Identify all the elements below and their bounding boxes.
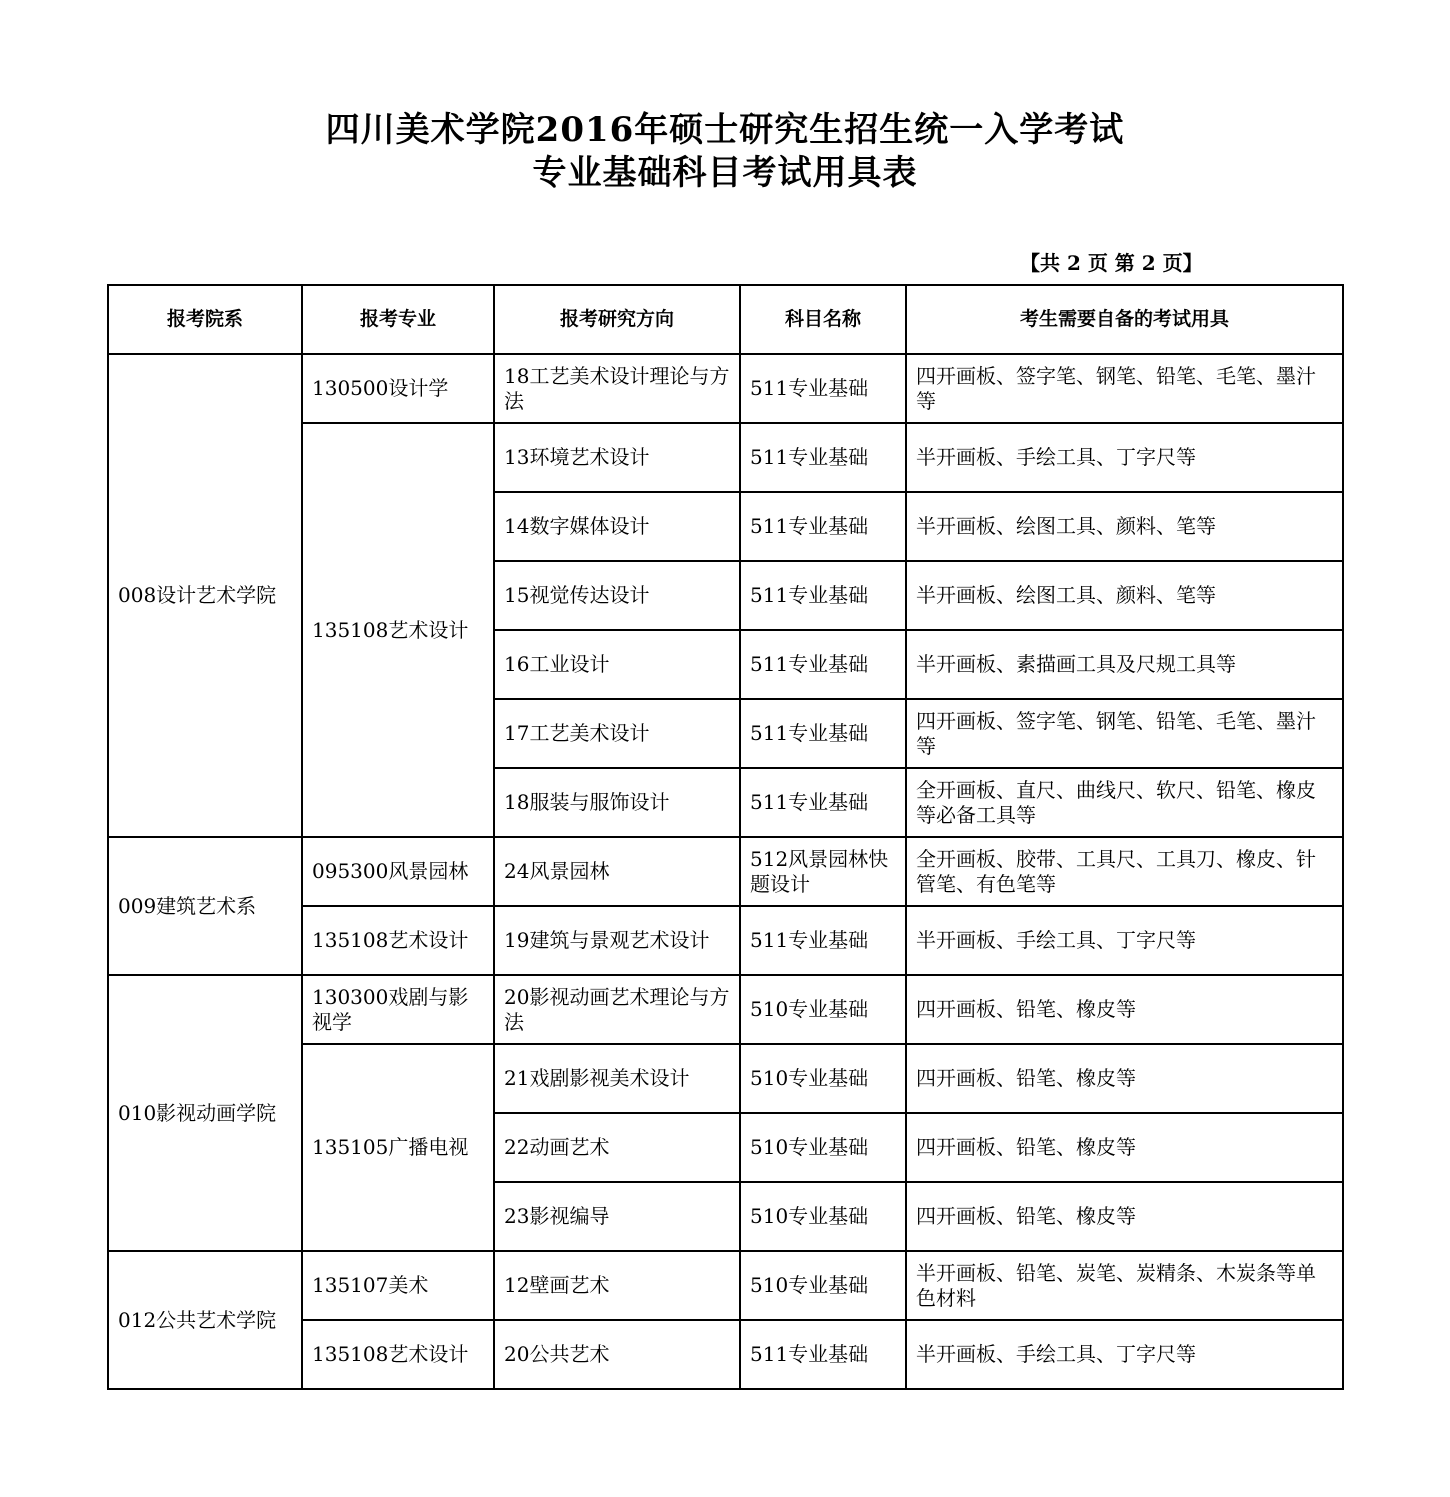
subject-cell: 511专业基础 [740,768,906,837]
direction-cell: 13环境艺术设计 [494,423,740,492]
direction-cell: 21戏剧影视美术设计 [494,1044,740,1113]
tools-cell: 半开画板、绘图工具、颜料、笔等 [906,561,1343,630]
direction-cell: 20影视动画艺术理论与方法 [494,975,740,1044]
tools-cell: 半开画板、铅笔、炭笔、炭精条、木炭条等单色材料 [906,1251,1343,1320]
document-subtitle: 专业基础科目考试用具表 [532,153,918,193]
tools-cell: 半开画板、手绘工具、丁字尺等 [906,906,1343,975]
direction-cell: 17工艺美术设计 [494,699,740,768]
major-cell: 135108艺术设计 [302,906,494,975]
subject-cell: 511专业基础 [740,561,906,630]
department-cell: 009建筑艺术系 [108,837,302,975]
subject-cell: 511专业基础 [740,1320,906,1389]
tools-cell: 四开画板、铅笔、橡皮等 [906,1113,1343,1182]
department-cell: 008设计艺术学院 [108,354,302,837]
subject-cell: 512风景园林快题设计 [740,837,906,906]
column-header-major: 报考专业 [302,285,494,354]
subject-cell: 510专业基础 [740,975,906,1044]
document-title: 四川美术学院2016年硕士研究生招生统一入学考试 [325,110,1125,150]
major-cell: 130500设计学 [302,354,494,423]
direction-cell: 15视觉传达设计 [494,561,740,630]
tools-cell: 半开画板、手绘工具、丁字尺等 [906,1320,1343,1389]
tools-cell: 全开画板、胶带、工具尺、工具刀、橡皮、针管笔、有色笔等 [906,837,1343,906]
table-body [108,354,1343,1389]
department-cell: 010影视动画学院 [108,975,302,1251]
subject-cell: 511专业基础 [740,906,906,975]
tools-cell: 全开画板、直尺、曲线尺、软尺、铅笔、橡皮等必备工具等 [906,768,1343,837]
table-header-row [108,285,1343,354]
subject-cell: 510专业基础 [740,1251,906,1320]
tools-cell: 四开画板、铅笔、橡皮等 [906,975,1343,1044]
direction-cell: 18服装与服饰设计 [494,768,740,837]
column-header-department: 报考院系 [108,285,302,354]
direction-cell: 18工艺美术设计理论与方法 [494,354,740,423]
direction-cell: 23影视编导 [494,1182,740,1251]
tools-cell: 四开画板、铅笔、橡皮等 [906,1182,1343,1251]
subject-cell: 511专业基础 [740,492,906,561]
major-cell: 130300戏剧与影视学 [302,975,494,1044]
subject-cell: 510专业基础 [740,1182,906,1251]
major-cell: 135108艺术设计 [302,423,494,837]
subject-cell: 510专业基础 [740,1113,906,1182]
subject-cell: 511专业基础 [740,699,906,768]
tools-cell: 四开画板、签字笔、钢笔、铅笔、毛笔、墨汁等 [906,354,1343,423]
direction-cell: 14数字媒体设计 [494,492,740,561]
direction-cell: 20公共艺术 [494,1320,740,1389]
exam-tools-table [107,284,1344,1390]
table-row [108,975,1343,1044]
subject-cell: 511专业基础 [740,354,906,423]
tools-cell: 半开画板、素描画工具及尺规工具等 [906,630,1343,699]
major-cell: 135105广播电视 [302,1044,494,1251]
tools-cell: 半开画板、手绘工具、丁字尺等 [906,423,1343,492]
major-cell: 095300风景园林 [302,837,494,906]
column-header-subject: 科目名称 [740,285,906,354]
subject-cell: 510专业基础 [740,1044,906,1113]
department-cell: 012公共艺术学院 [108,1251,302,1389]
major-cell: 135107美术 [302,1251,494,1320]
table-row [108,837,1343,906]
page-indicator: 【共 2 页 第 2 页】 [1020,251,1203,275]
direction-cell: 12壁画艺术 [494,1251,740,1320]
tools-cell: 四开画板、签字笔、钢笔、铅笔、毛笔、墨汁等 [906,699,1343,768]
direction-cell: 24风景园林 [494,837,740,906]
subject-cell: 511专业基础 [740,423,906,492]
column-header-direction: 报考研究方向 [494,285,740,354]
column-header-tools: 考生需要自备的考试用具 [906,285,1343,354]
table-row [108,1251,1343,1320]
tools-cell: 半开画板、绘图工具、颜料、笔等 [906,492,1343,561]
direction-cell: 19建筑与景观艺术设计 [494,906,740,975]
tools-cell: 四开画板、铅笔、橡皮等 [906,1044,1343,1113]
direction-cell: 22动画艺术 [494,1113,740,1182]
table-row [108,354,1343,423]
subject-cell: 511专业基础 [740,630,906,699]
direction-cell: 16工业设计 [494,630,740,699]
major-cell: 135108艺术设计 [302,1320,494,1389]
